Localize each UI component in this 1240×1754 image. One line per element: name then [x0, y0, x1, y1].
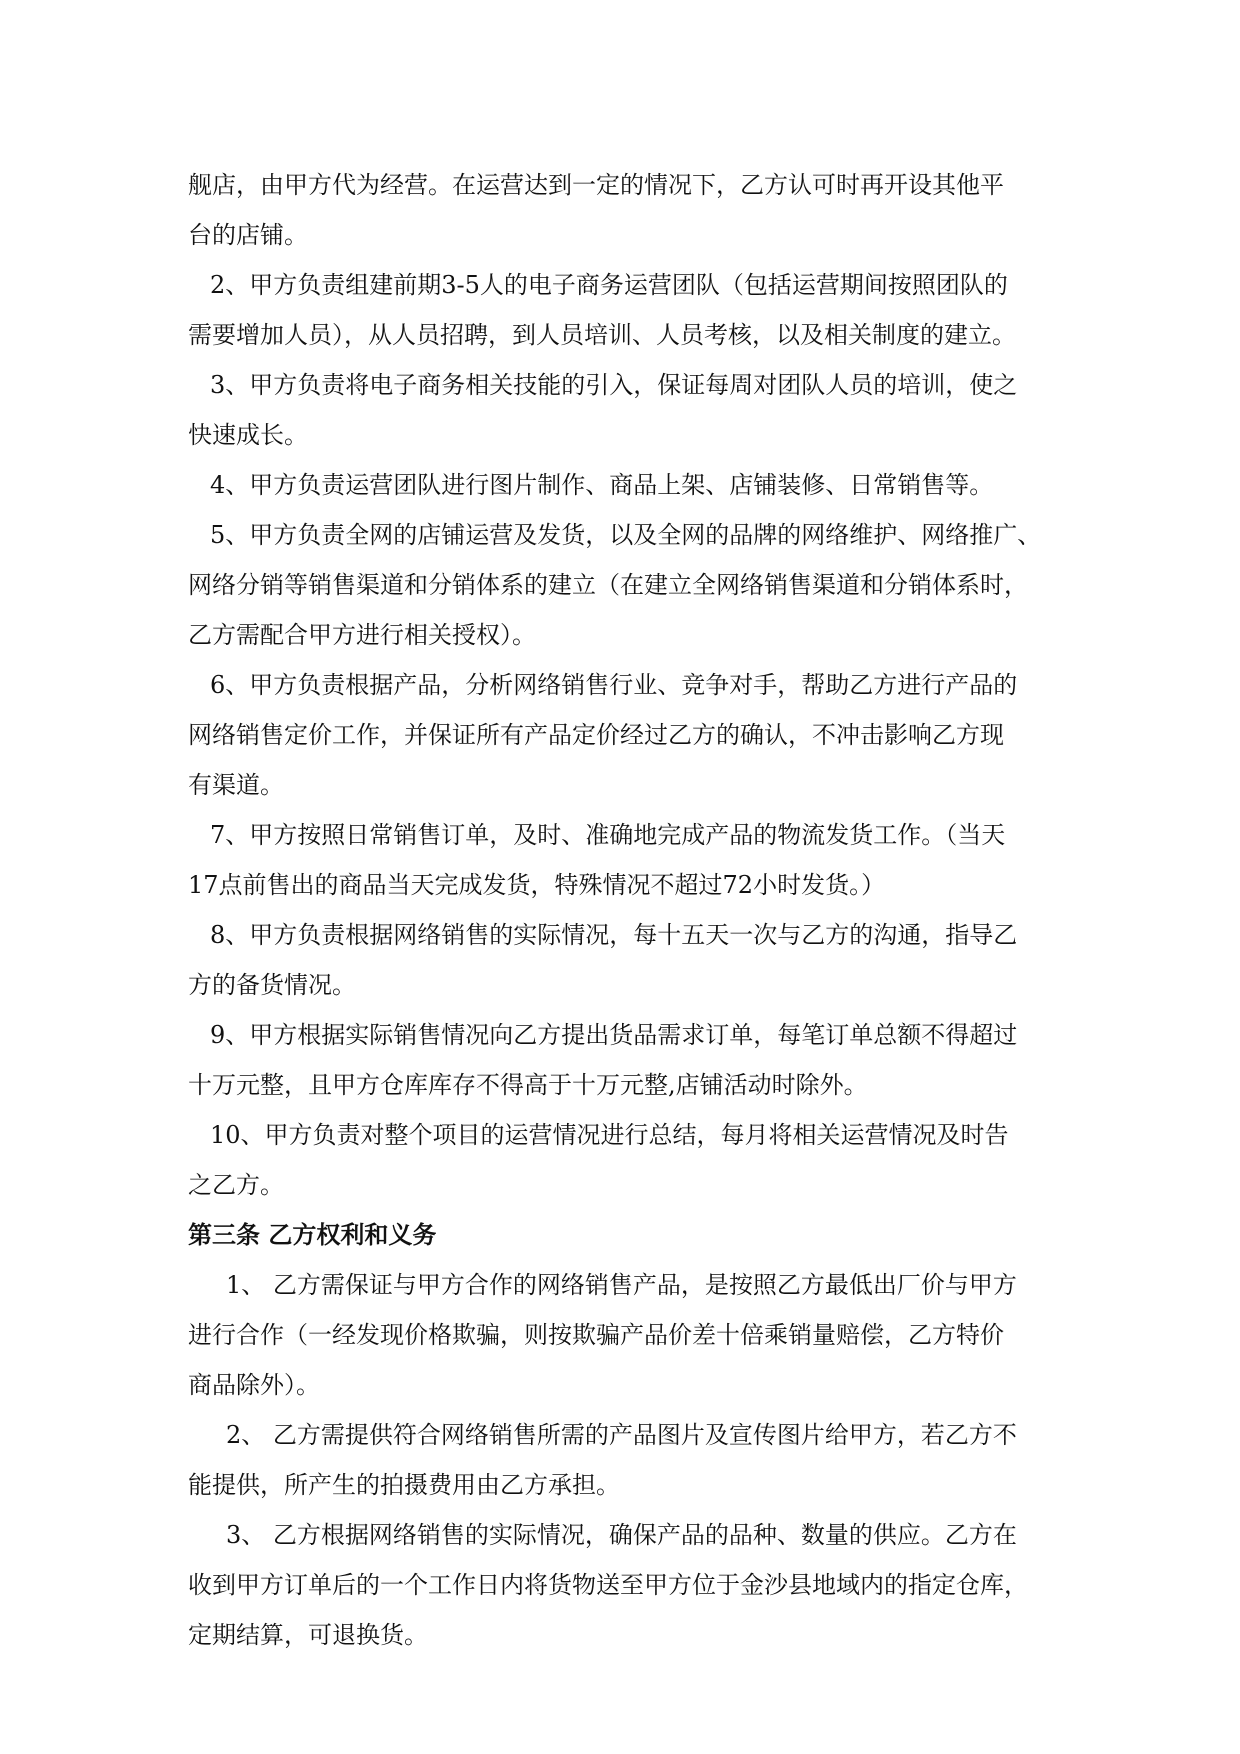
text-line: 乙方需配合甲方进行相关授权）。 — [188, 621, 536, 649]
text-line: 有渠道。 — [188, 771, 284, 799]
text-line: 5、甲方负责全网的店铺运营及发货，以及全网的品牌的网络维护、网络推广、 — [210, 521, 1042, 549]
text-line: 定期结算，可退换货。 — [188, 1621, 428, 1649]
document-page — [188, 160, 1048, 1660]
text-line: 3、甲方负责将电子商务相关技能的引入，保证每周对团队人员的培训，使之 — [210, 371, 1018, 399]
text-line: 快速成长。 — [188, 421, 308, 449]
text-line: 能提供，所产生的拍摄费用由乙方承担。 — [188, 1471, 620, 1499]
text-line: 8、甲方负责根据网络销售的实际情况，每十五天一次与乙方的沟通，指导乙 — [210, 921, 1018, 949]
text-line: 收到甲方订单后的一个工作日内将货物送至甲方位于金沙县地域内的指定仓库， — [188, 1571, 1028, 1599]
text-line: 6、甲方负责根据产品，分析网络销售行业、竞争对手，帮助乙方进行产品的 — [210, 671, 1018, 699]
text-line: 1、 乙方需保证与甲方合作的网络销售产品，是按照乙方最低出厂价与甲方 — [226, 1271, 1017, 1299]
text-line: 十万元整，且甲方仓库库存不得高于十万元整,店铺活动时除外。 — [188, 1071, 868, 1099]
text-line: 7、甲方按照日常销售订单，及时、准确地完成产品的物流发货工作。（当天 — [210, 821, 1006, 849]
text-line: 网络销售定价工作，并保证所有产品定价经过乙方的确认，不冲击影响乙方现 — [188, 721, 1004, 749]
text-line: 10、甲方负责对整个项目的运营情况进行总结，每月将相关运营情况及时告 — [210, 1121, 1009, 1149]
text-line: 2、 乙方需提供符合网络销售所需的产品图片及宣传图片给甲方，若乙方不 — [226, 1421, 1017, 1449]
text-line: 之乙方。 — [188, 1171, 284, 1199]
text-line: 方的备货情况。 — [188, 971, 356, 999]
text-line: 需要增加人员），从人员招聘，到人员培训、人员考核，以及相关制度的建立。 — [188, 321, 1016, 349]
text-line: 进行合作（一经发现价格欺骗，则按欺骗产品价差十倍乘销量赔偿，乙方特价 — [188, 1321, 1004, 1349]
text-line: 网络分销等销售渠道和分销体系的建立（在建立全网络销售渠道和分销体系时， — [188, 571, 1028, 599]
text-line: 台的店铺。 — [188, 221, 308, 249]
text-line: 17点前售出的商品当天完成发货，特殊情况不超过72小时发货。） — [188, 871, 886, 899]
text-line: 舰店，由甲方代为经营。在运营达到一定的情况下，乙方认可时再开设其他平 — [188, 171, 1004, 199]
text-line: 4、甲方负责运营团队进行图片制作、商品上架、店铺装修、日常销售等。 — [210, 471, 994, 499]
text-line: 3、 乙方根据网络销售的实际情况，确保产品的品种、数量的供应。乙方在 — [226, 1521, 1017, 1549]
text-line: 商品除外）。 — [188, 1371, 320, 1399]
section-heading: 第三条 乙方权利和义务 — [188, 1221, 437, 1249]
text-line: 2、甲方负责组建前期3-5人的电子商务运营团队（包括运营期间按照团队的 — [210, 271, 1008, 299]
text-line: 9、甲方根据实际销售情况向乙方提出货品需求订单，每笔订单总额不得超过 — [210, 1021, 1018, 1049]
